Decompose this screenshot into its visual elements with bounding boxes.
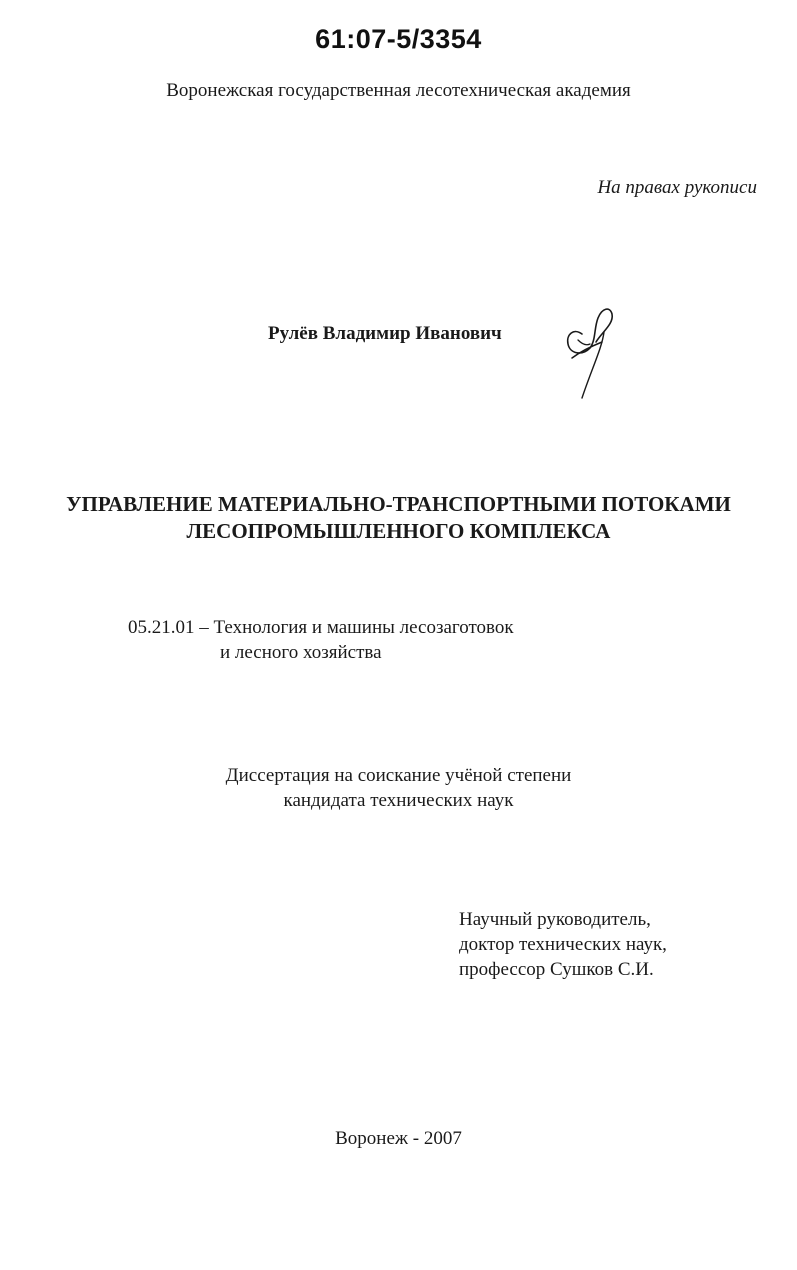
handwritten-signature xyxy=(552,298,622,404)
specialty-name-continued: и лесного хозяйства xyxy=(220,642,382,663)
specialty-code: 05.21.01 – Технология и машины лесозаготовок xyxy=(128,617,514,638)
dissertation-title xyxy=(0,491,797,545)
supervisor-line-3: профессор Сушков С.И. xyxy=(459,959,654,980)
city-year: Воронеж - 2007 xyxy=(335,1128,462,1149)
degree-line-2: кандидата технических наук xyxy=(283,790,514,811)
title-line-2: ЛЕСОПРОМЫШЛЕННОГО КОМПЛЕКСА xyxy=(186,519,611,543)
supervisor-block xyxy=(459,907,667,982)
institution-name: Воронежская государственная лесотехническая академия xyxy=(166,80,631,101)
author-name: Рулёв Владимир Иванович xyxy=(268,323,502,344)
supervisor-line-2: доктор технических наук, xyxy=(459,934,667,955)
supervisor-line-1: Научный руководитель, xyxy=(459,909,651,930)
rights-note: На правах рукописи xyxy=(597,177,757,198)
degree-line-1: Диссертация на соискание учёной степени xyxy=(225,765,572,786)
degree-statement xyxy=(0,763,797,813)
archive-stamp: 61:07-5/3354 xyxy=(315,24,482,54)
title-line-1: УПРАВЛЕНИЕ МАТЕРИАЛЬНО-ТРАНСПОРТНЫМИ ПОТОКАМИ xyxy=(66,492,731,516)
